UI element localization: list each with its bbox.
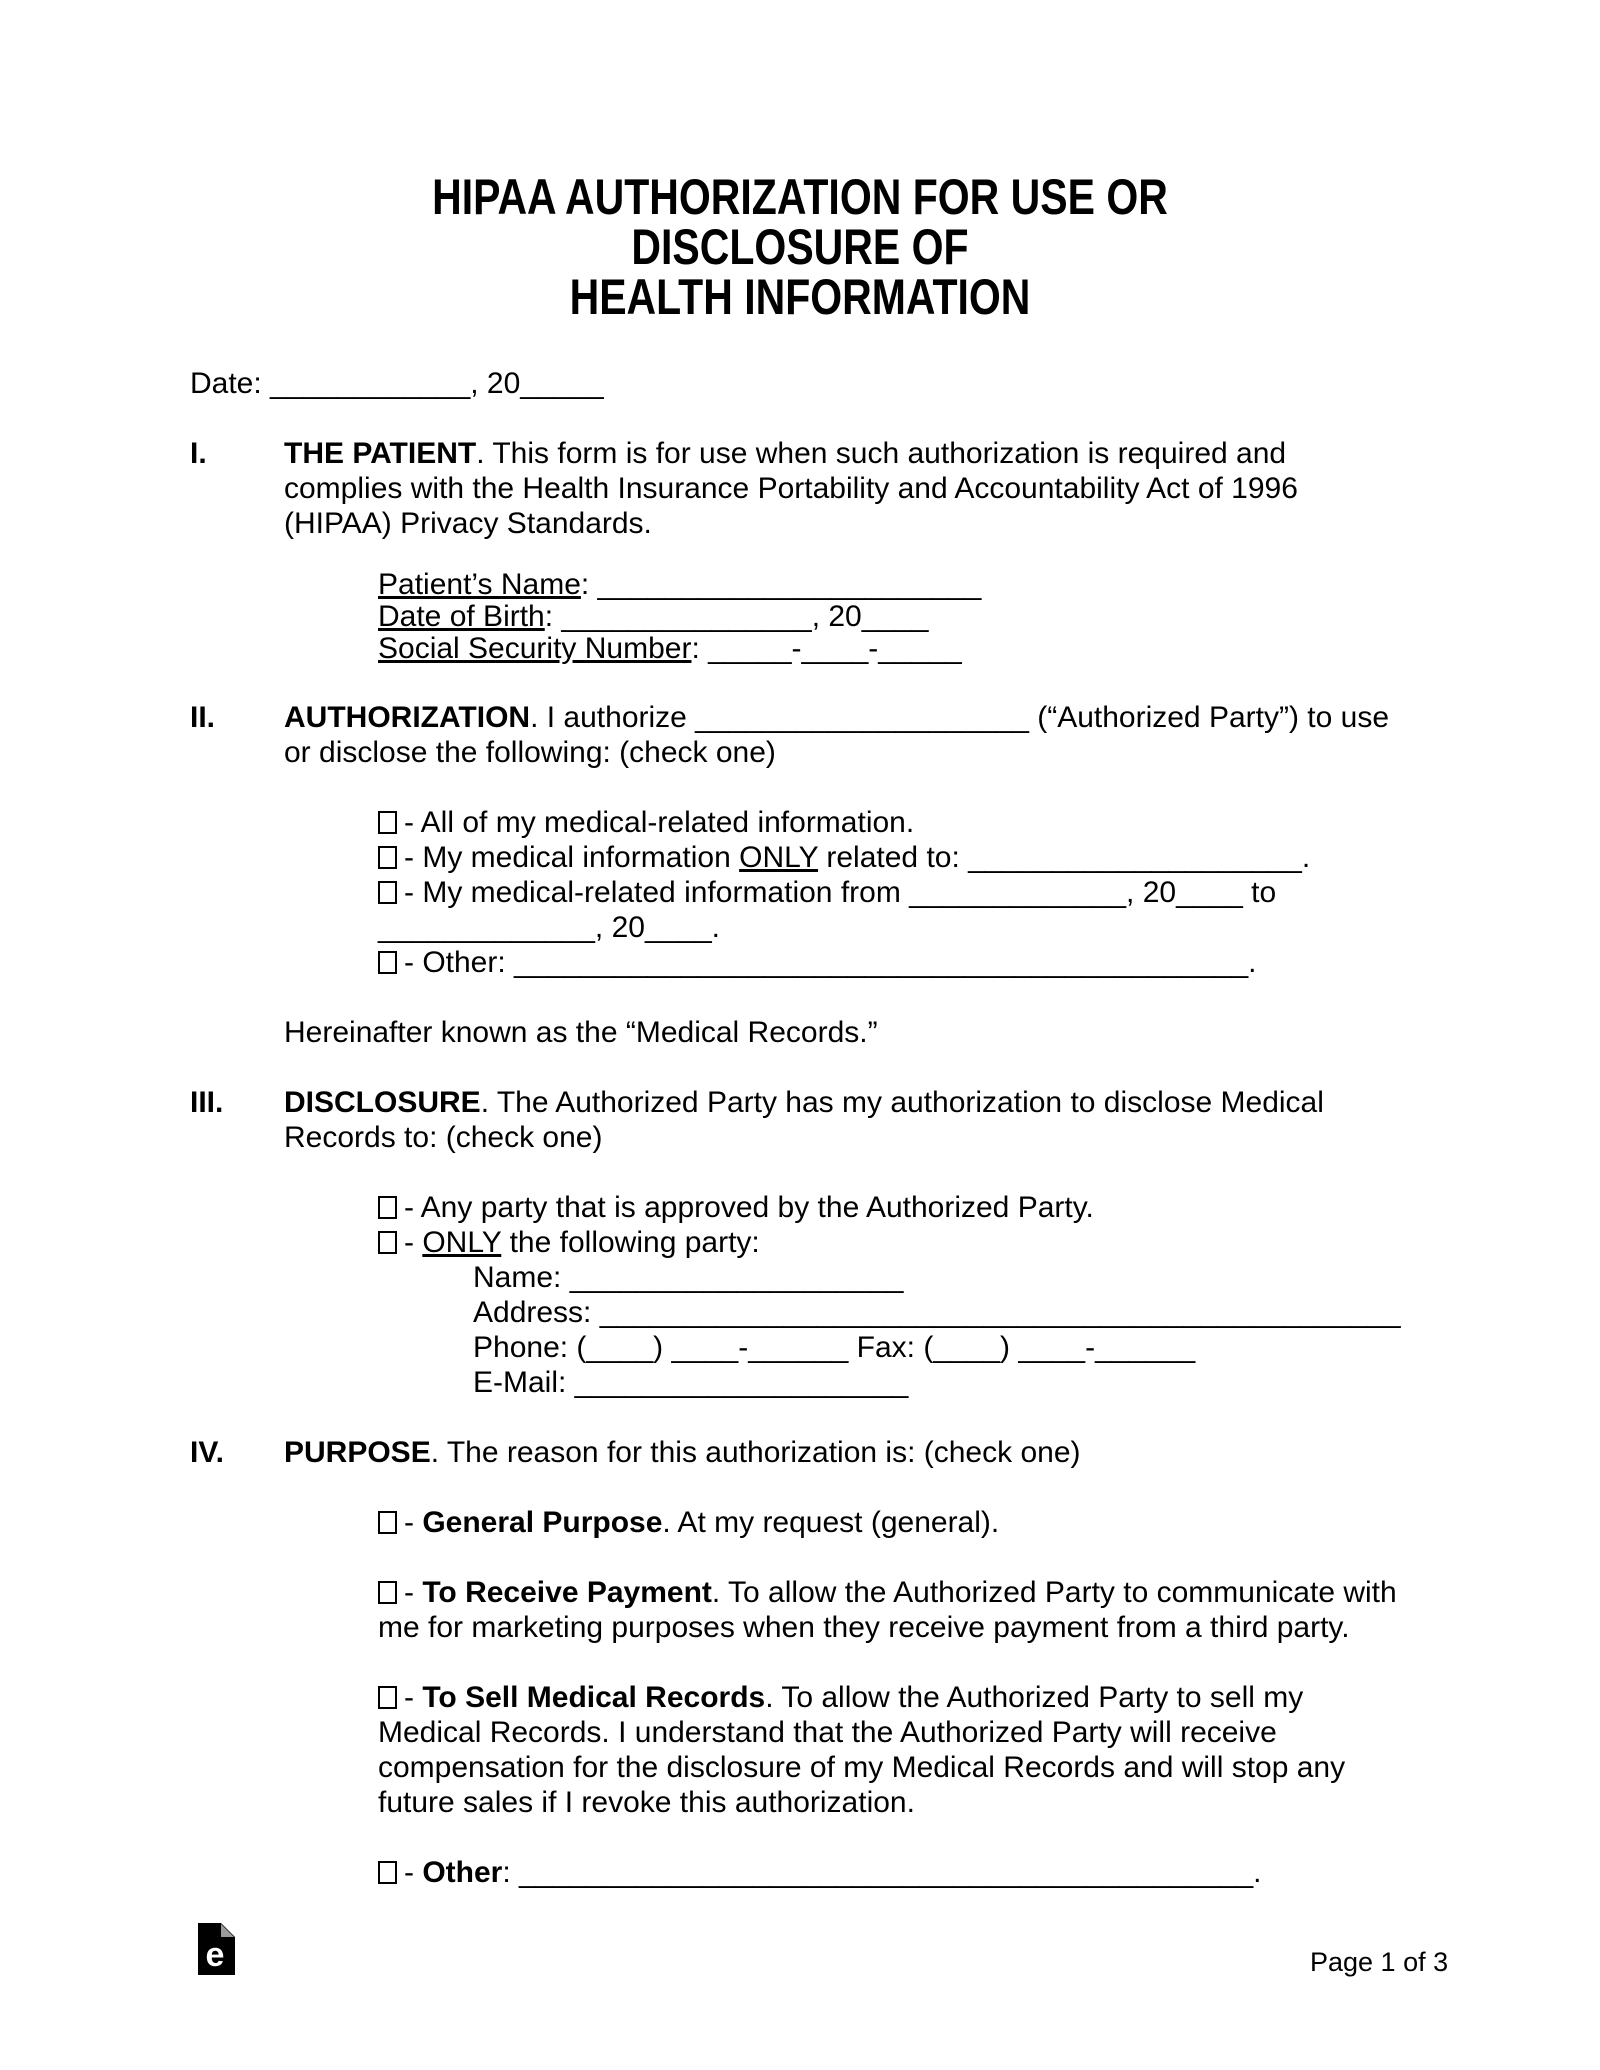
date-of-birth-label: Date of Birth xyxy=(378,600,545,633)
section-text-line1: . I authorize ____________________ (“Authorized Party”) to use xyxy=(530,701,1390,734)
checkbox-item-other xyxy=(378,945,1410,980)
page-number: Page 1 of 3 xyxy=(1310,1947,1449,1977)
section-body xyxy=(284,1085,1410,1155)
item-bold-lead: To Receive Payment xyxy=(422,1576,712,1609)
checkbox-item-receive-payment xyxy=(378,1575,1410,1645)
date-of-birth-field[interactable] xyxy=(378,601,1410,633)
item-text-underlined: ONLY xyxy=(422,1226,502,1259)
disclosure-options xyxy=(378,1190,1410,1260)
checkbox[interactable] xyxy=(378,1196,397,1219)
party-fields xyxy=(473,1260,1410,1400)
checkbox-item-any-party xyxy=(378,1190,1410,1225)
section-body xyxy=(284,1435,1410,1470)
checkbox[interactable] xyxy=(378,1231,397,1254)
item-text: . To allow the Authorized Party to communicate with me for marketing purposes when they receive payment from a third party. xyxy=(378,1576,1397,1644)
section-heading: PURPOSE xyxy=(284,1436,431,1469)
item-dash: - xyxy=(404,1681,423,1714)
item-text: - My medical information xyxy=(404,841,740,874)
item-text: the following party: xyxy=(501,1226,760,1259)
title-line-2: HEALTH INFORMATION xyxy=(569,269,1031,325)
checkbox[interactable] xyxy=(378,1511,397,1534)
checkbox-item-date-range xyxy=(378,875,1410,945)
logo-letter: e xyxy=(205,1936,225,1974)
section-text: . The reason for this authorization is: (check one) xyxy=(430,1436,1081,1469)
ssn-label: Social Security Number xyxy=(378,632,692,665)
patient-fields xyxy=(378,569,1410,665)
item-text: - All of my medical-related information. xyxy=(404,806,915,839)
section-number: III. xyxy=(190,1086,224,1119)
document-icon xyxy=(198,1923,235,1975)
checkbox-item-sell-records xyxy=(378,1680,1410,1820)
checkbox[interactable] xyxy=(378,846,397,869)
checkbox[interactable] xyxy=(378,811,397,834)
checkbox[interactable] xyxy=(378,1581,397,1604)
section-text-line2: or disclose the following: (check one) xyxy=(284,736,776,769)
item-bold-lead: Other xyxy=(422,1856,503,1889)
date-field-line[interactable]: Date: ____________, 20_____ xyxy=(190,367,604,400)
title-line-1: HIPAA AUTHORIZATION FOR USE OR DISCLOSURE OF xyxy=(432,169,1168,275)
item-text: related to: ____________________. xyxy=(818,841,1311,874)
section-body xyxy=(284,436,1410,541)
item-bold-lead: To Sell Medical Records xyxy=(422,1681,766,1714)
section-disclosure xyxy=(190,1085,1410,1155)
section-body xyxy=(284,700,1410,770)
item-text: - xyxy=(404,1226,423,1259)
party-phone-fax-field[interactable]: Phone: (____) ____-______ Fax: (____) ____-______ xyxy=(473,1331,1196,1364)
item-text: . At my request (general). xyxy=(662,1506,1000,1539)
section-purpose xyxy=(190,1435,1410,1470)
item-text: : ____________________________________________. xyxy=(502,1856,1262,1889)
authorization-options xyxy=(378,805,1410,980)
item-dash: - xyxy=(404,1506,423,1539)
checkbox-item-only-related xyxy=(378,840,1410,875)
patient-name-blank: : _______________________ xyxy=(580,568,982,601)
item-text-underlined: ONLY xyxy=(739,841,819,874)
section-text: . The Authorized Party has my authorization to disclose Medical Records to: (check one) xyxy=(284,1086,1324,1154)
section-heading: THE PATIENT xyxy=(284,437,477,470)
party-address-field[interactable]: Address: ________________________________________________ xyxy=(473,1296,1401,1329)
item-text-line2: _____________, 20____. xyxy=(378,911,721,944)
checkbox-item-only-party xyxy=(378,1225,1410,1260)
section-text: . This form is for use when such authorization is required and complies with the Health Insurance Portability and Accountability Act of 1996 (HIPAA) Privacy Standards. xyxy=(284,437,1298,540)
item-text-line1: - My medical-related information from _____________, 20____ to xyxy=(404,876,1277,909)
section-the-patient xyxy=(190,436,1410,541)
section-authorization xyxy=(190,700,1410,770)
checkbox[interactable] xyxy=(378,1686,397,1709)
checkbox[interactable] xyxy=(378,951,397,974)
party-name-field[interactable]: Name: ____________________ xyxy=(473,1261,904,1294)
item-bold-lead: General Purpose xyxy=(422,1506,663,1539)
checkbox-item-other-purpose xyxy=(378,1855,1410,1890)
checkbox[interactable] xyxy=(378,881,397,904)
section-number: IV. xyxy=(190,1436,224,1469)
checkbox-item-all-information xyxy=(378,805,1410,840)
checkbox[interactable] xyxy=(378,1861,397,1884)
party-email-field[interactable]: E-Mail: ____________________ xyxy=(473,1366,909,1399)
hereinafter-note: Hereinafter known as the “Medical Records.” xyxy=(284,1016,878,1049)
section-number: I. xyxy=(190,437,207,470)
section-heading: DISCLOSURE xyxy=(284,1086,481,1119)
item-dash: - xyxy=(404,1576,423,1609)
eforms-document-logo xyxy=(198,1923,235,1983)
patient-name-label: Patient’s Name xyxy=(378,568,581,601)
document-title xyxy=(190,0,1410,325)
item-text: - Other: ____________________________________________. xyxy=(404,946,1257,979)
patient-name-field[interactable] xyxy=(378,569,1410,601)
section-heading: AUTHORIZATION xyxy=(284,701,531,734)
date-of-birth-blank: : _______________, 20____ xyxy=(544,600,929,633)
ssn-blank: : _____-____-_____ xyxy=(691,632,962,665)
checkbox-item-general-purpose xyxy=(378,1505,1410,1540)
item-text: - Any party that is approved by the Authorized Party. xyxy=(404,1191,1094,1224)
purpose-options xyxy=(378,1505,1410,1890)
item-dash: - xyxy=(404,1856,423,1889)
ssn-field[interactable] xyxy=(378,633,1410,665)
section-number: II. xyxy=(190,701,216,734)
item-text: . To allow the Authorized Party to sell my Medical Records. I understand that the Authorized Party will receive compensation for the disclosure of my Medical Records and will stop any future sales if I revoke this authorization. xyxy=(378,1681,1346,1819)
